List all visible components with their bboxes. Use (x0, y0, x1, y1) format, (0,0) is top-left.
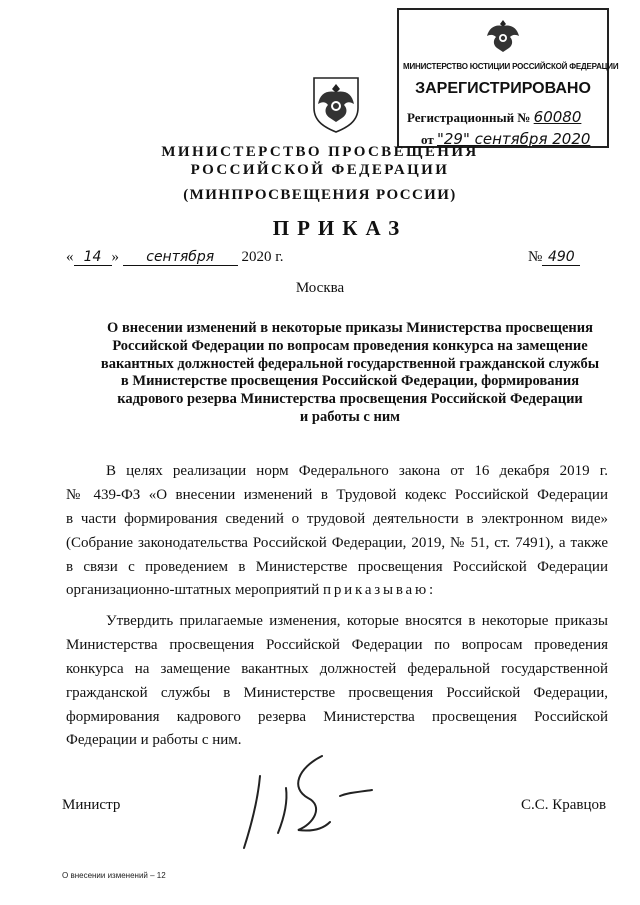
date-open-quote: « (66, 249, 74, 265)
paragraph-preamble (66, 460, 608, 603)
paragraph-line: организационно-штатных мероприятий (66, 582, 320, 599)
paragraph-line: в части формирования сведений о трудовой деятельности в электронном виде» (66, 510, 608, 527)
signer-position: Министр (62, 797, 121, 813)
stamp-registered-label: ЗАРЕГИСТРИРОВАНО (415, 80, 591, 97)
date-day: 14 (74, 249, 112, 266)
paragraph-line: конкурса на замещение вакантных должностей федеральной государственной (66, 660, 608, 677)
paragraph-line-with-command (66, 579, 608, 603)
handwritten-signature (228, 748, 378, 858)
order-date (66, 249, 283, 266)
date-year: 2020 г. (241, 249, 284, 265)
stamp-regno-label: Регистрационный № (407, 110, 531, 125)
order-number-value: 490 (542, 249, 580, 266)
stamp-ministry-name: МИНИСТЕРСТВО ЮСТИЦИИ РОССИЙСКОЙ ФЕДЕРАЦИИ (403, 62, 619, 71)
order-title (60, 320, 640, 427)
order-number-label: № (528, 249, 543, 265)
title-line: в Министерстве просвещения Российской Федерации, формирования (120, 373, 580, 390)
paragraph-line: (Собрание законодательства Российской Федерации, 2019, № 51, ст. 7491), а также (66, 534, 608, 551)
coat-of-arms-icon (310, 74, 362, 134)
ministry-name-line1: МИНИСТЕРСТВО ПРОСВЕЩЕНИЯ (161, 144, 479, 160)
order-number (528, 249, 580, 266)
title-line: и работы с ним (299, 408, 401, 425)
title-line: кадрового резерва Министерства просвещения Российской Федерации (117, 391, 583, 408)
registration-stamp (397, 8, 619, 148)
date-month: сентября (123, 249, 238, 266)
ministry-name-line2: РОССИЙСКОЙ ФЕДЕРАЦИИ (190, 162, 450, 178)
paragraph-line: Федерации и работы с ним. (66, 732, 242, 749)
stamp-date-label: от (421, 132, 434, 147)
signer-name: С.С. Кравцов (521, 797, 607, 813)
document-type: ПРИКАЗ (272, 216, 408, 240)
stamp-registration-number (407, 108, 581, 126)
stamp-regno-value: 60080 (533, 108, 582, 126)
paragraph-decision (66, 610, 608, 753)
paragraph-line: Министерства просвещения Российской Федерации по вопросам проведения (66, 636, 608, 653)
paragraph-line: № 439-ФЗ «О внесении изменений в Трудовой кодекс Российской Федерации (66, 486, 608, 503)
paragraph-line: формирования кадрового резерва Министерства просвещения Российской (66, 708, 608, 725)
command-word: приказываю: (323, 582, 436, 599)
stamp-date-value: "29" сентября 2020 (436, 130, 591, 148)
ministry-short-name: (МИНПРОСВЕЩЕНИЯ РОССИИ) (183, 187, 457, 203)
date-close-quote: » (111, 249, 119, 265)
title-line: О внесении изменений в некоторые приказы Министерства просвещения (107, 320, 593, 336)
eagle-emblem-icon (485, 16, 521, 56)
paragraph-line: В целях реализации норм Федерального закона от 16 декабря 2019 г. (106, 463, 608, 479)
city: Москва (295, 280, 345, 296)
title-line: вакантных должностей федеральной государственной гражданской службы (100, 355, 600, 372)
footer-file-label: О внесении изменений – 12 (62, 871, 166, 880)
paragraph-line: гражданской службы в Министерстве просвещения Российской Федерации, (66, 684, 608, 701)
paragraph-line: Утвердить прилагаемые изменения, которые вносятся в некоторые приказы (106, 613, 608, 629)
paragraph-line: в связи с проведением в Министерстве просвещения Российской Федерации (66, 558, 608, 575)
title-line: Российской Федерации по вопросам проведения конкурса на замещение (112, 337, 588, 354)
